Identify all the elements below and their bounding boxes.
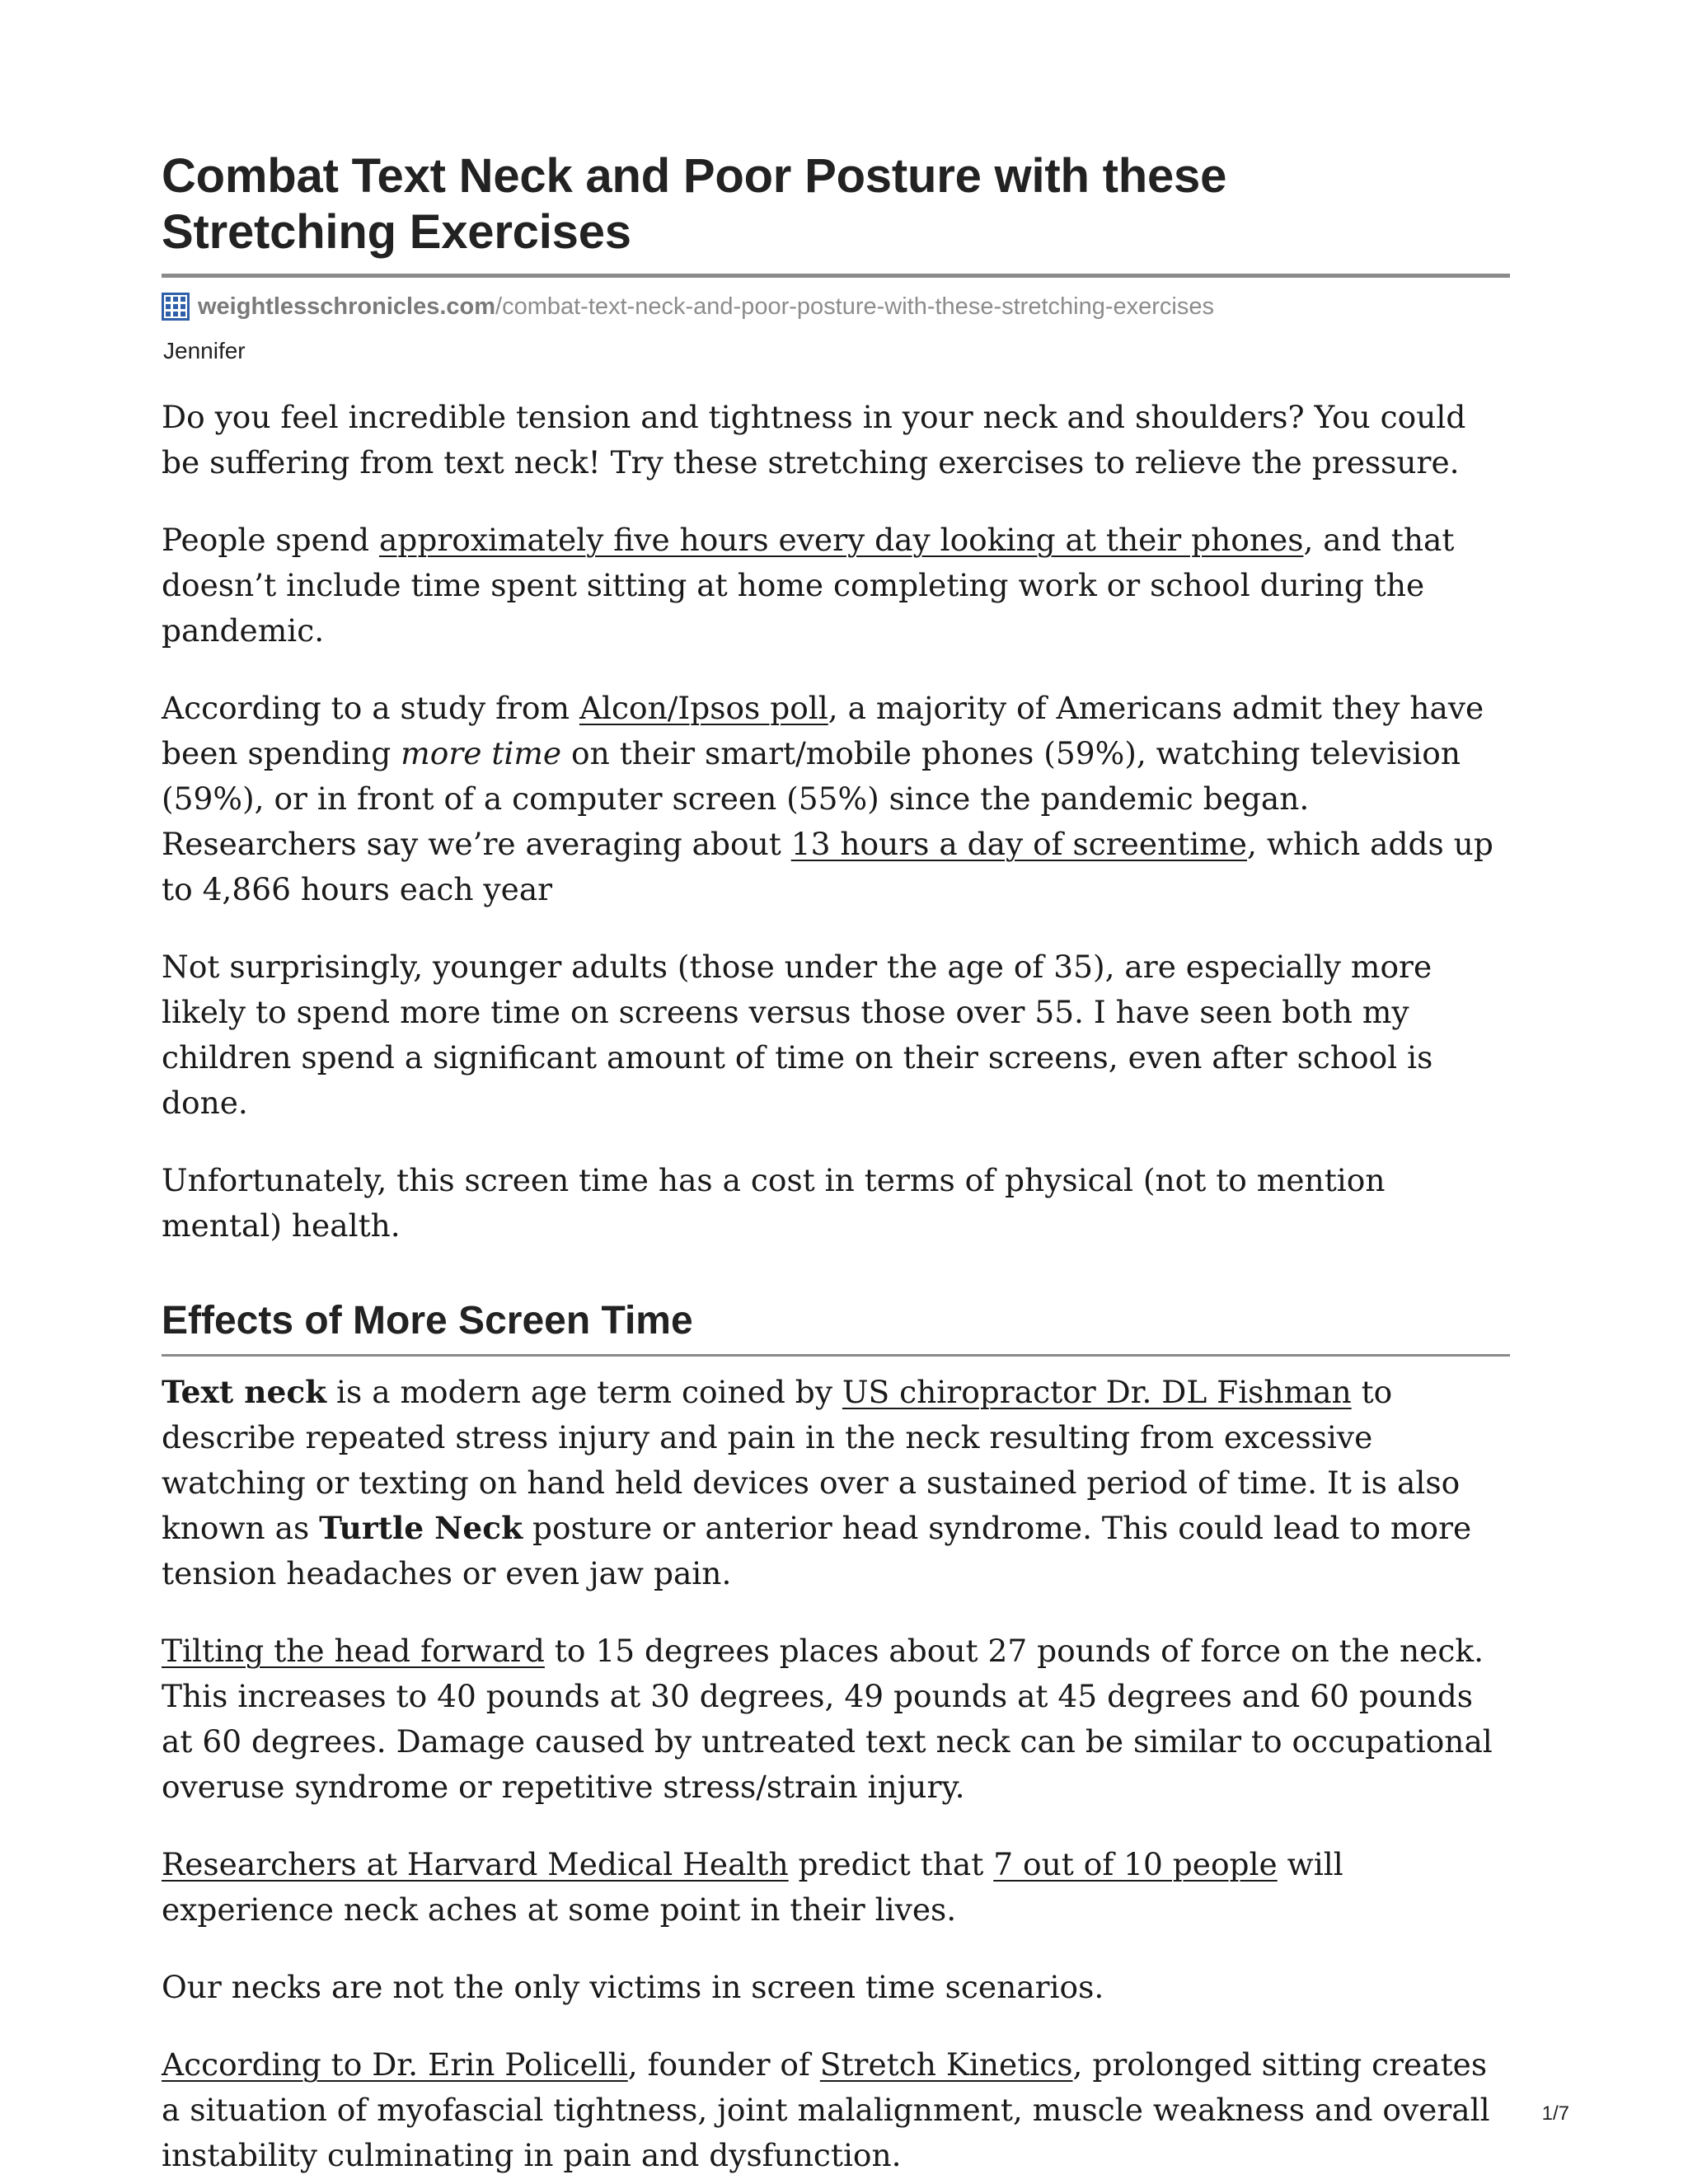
policelli-paragraph xyxy=(162,2042,1510,2178)
text-neck-paragraph xyxy=(162,1370,1510,1596)
text-run: According to a study from xyxy=(162,690,579,726)
fishman-link[interactable]: US chiropractor Dr. DL Fishman xyxy=(842,1374,1352,1410)
screentime-link[interactable]: 13 hours a day of screentime xyxy=(790,826,1247,862)
text-run: , founder of xyxy=(627,2046,820,2083)
text-run: will experience neck aches at some point in their lives. xyxy=(162,1846,1343,1928)
victims-paragraph: Our necks are not the only victims in screen time scenarios. xyxy=(162,1969,1104,2005)
source-domain[interactable]: weightlesschronicles.com xyxy=(198,293,496,320)
article-title-line1: Combat Text Neck and Poor Posture with these xyxy=(162,149,1227,203)
five-hours-link[interactable]: approximately five hours every day looking at their phones xyxy=(378,522,1304,558)
page-number: 1/7 xyxy=(1541,2102,1569,2125)
text-run: , and that doesn’t include time spent sitting at home completing work or school during the pandemic. xyxy=(162,522,1455,649)
intro-paragraph: Do you feel incredible tension and tightness in your neck and shoulders? You could be suffering from text neck! Try these stretching exercises to relieve the pressure. xyxy=(162,399,1466,480)
text-run: is a modern age term coined by xyxy=(326,1374,842,1410)
text-run: posture or anterior head syndrome. This could lead to more tension headaches or even jaw pain. xyxy=(162,1510,1472,1591)
section-divider xyxy=(162,1354,1510,1357)
source-path[interactable]: /combat-text-neck-and-poor-posture-with-these-stretching-exercises xyxy=(495,293,1214,320)
text-run: predict that xyxy=(788,1846,994,1882)
section-heading: Effects of More Screen Time xyxy=(162,1299,693,1343)
bold-term: Text neck xyxy=(162,1374,327,1410)
cost-paragraph: Unfortunately, this screen time has a cost in terms of physical (not to mention mental) health. xyxy=(162,1162,1386,1244)
text-run: to 15 degrees places about 27 pounds of force on the neck. This increases to 40 pounds at 30 degrees, 49 pounds at 45 degrees and 60 pounds at 60 degrees. Damage caused by untreated text neck can be similar to occupational overuse syndrome or repetitive stress/strain injury. xyxy=(162,1633,1493,1805)
source-url[interactable] xyxy=(162,291,1510,322)
tilting-head-link[interactable]: Tilting the head forward xyxy=(162,1633,545,1669)
text-run: , which adds up to 4,866 hours each year xyxy=(162,826,1493,907)
grid-favicon-icon xyxy=(162,293,190,321)
younger-adults-paragraph: Not surprisingly, younger adults (those under the age of 35), are especially more likely to spend more time on screens versus those over 55. I have seen both my children spend a significant amount of time on their screens, even after school is done. xyxy=(162,949,1433,1121)
phone-usage-paragraph xyxy=(162,518,1510,654)
seven-of-ten-link[interactable]: 7 out of 10 people xyxy=(993,1846,1278,1882)
stretch-kinetics-link[interactable]: Stretch Kinetics xyxy=(819,2046,1073,2083)
text-run: People spend xyxy=(162,522,379,558)
article-page xyxy=(162,148,1510,2178)
harvard-paragraph xyxy=(162,1842,1510,1933)
text-run: , prolonged sitting creates a situation of myofascial tightness, joint malalignment, muscle weakness and overall instability culminating in pain and dysfunction. xyxy=(162,2046,1490,2173)
title-divider xyxy=(162,274,1510,278)
study-paragraph xyxy=(162,686,1510,912)
emphasis-text: more time xyxy=(401,735,562,771)
text-run: on their smart/mobile phones (59%), watching television (59%), or in front of a computer screen (55%) since the pandemic began. Researchers say we’re averaging about xyxy=(162,735,1461,862)
harvard-link[interactable]: Researchers at Harvard Medical Health xyxy=(162,1846,789,1882)
text-run: , a majority of Americans admit they have been spending xyxy=(162,690,1484,771)
article-title xyxy=(162,148,1510,260)
policelli-link[interactable]: According to Dr. Erin Policelli xyxy=(162,2046,628,2083)
article-title-line2: Stretching Exercises xyxy=(162,205,631,259)
head-tilt-paragraph xyxy=(162,1629,1510,1810)
text-run: to describe repeated stress injury and pain in the neck resulting from excessive watching or texting on hand held devices over a sustained period of time. It is also known as xyxy=(162,1374,1461,1546)
author-name: Jennifer xyxy=(163,338,246,363)
bold-term: Turtle Neck xyxy=(319,1510,523,1546)
alcon-ipsos-poll-link[interactable]: Alcon/Ipsos poll xyxy=(579,690,828,726)
